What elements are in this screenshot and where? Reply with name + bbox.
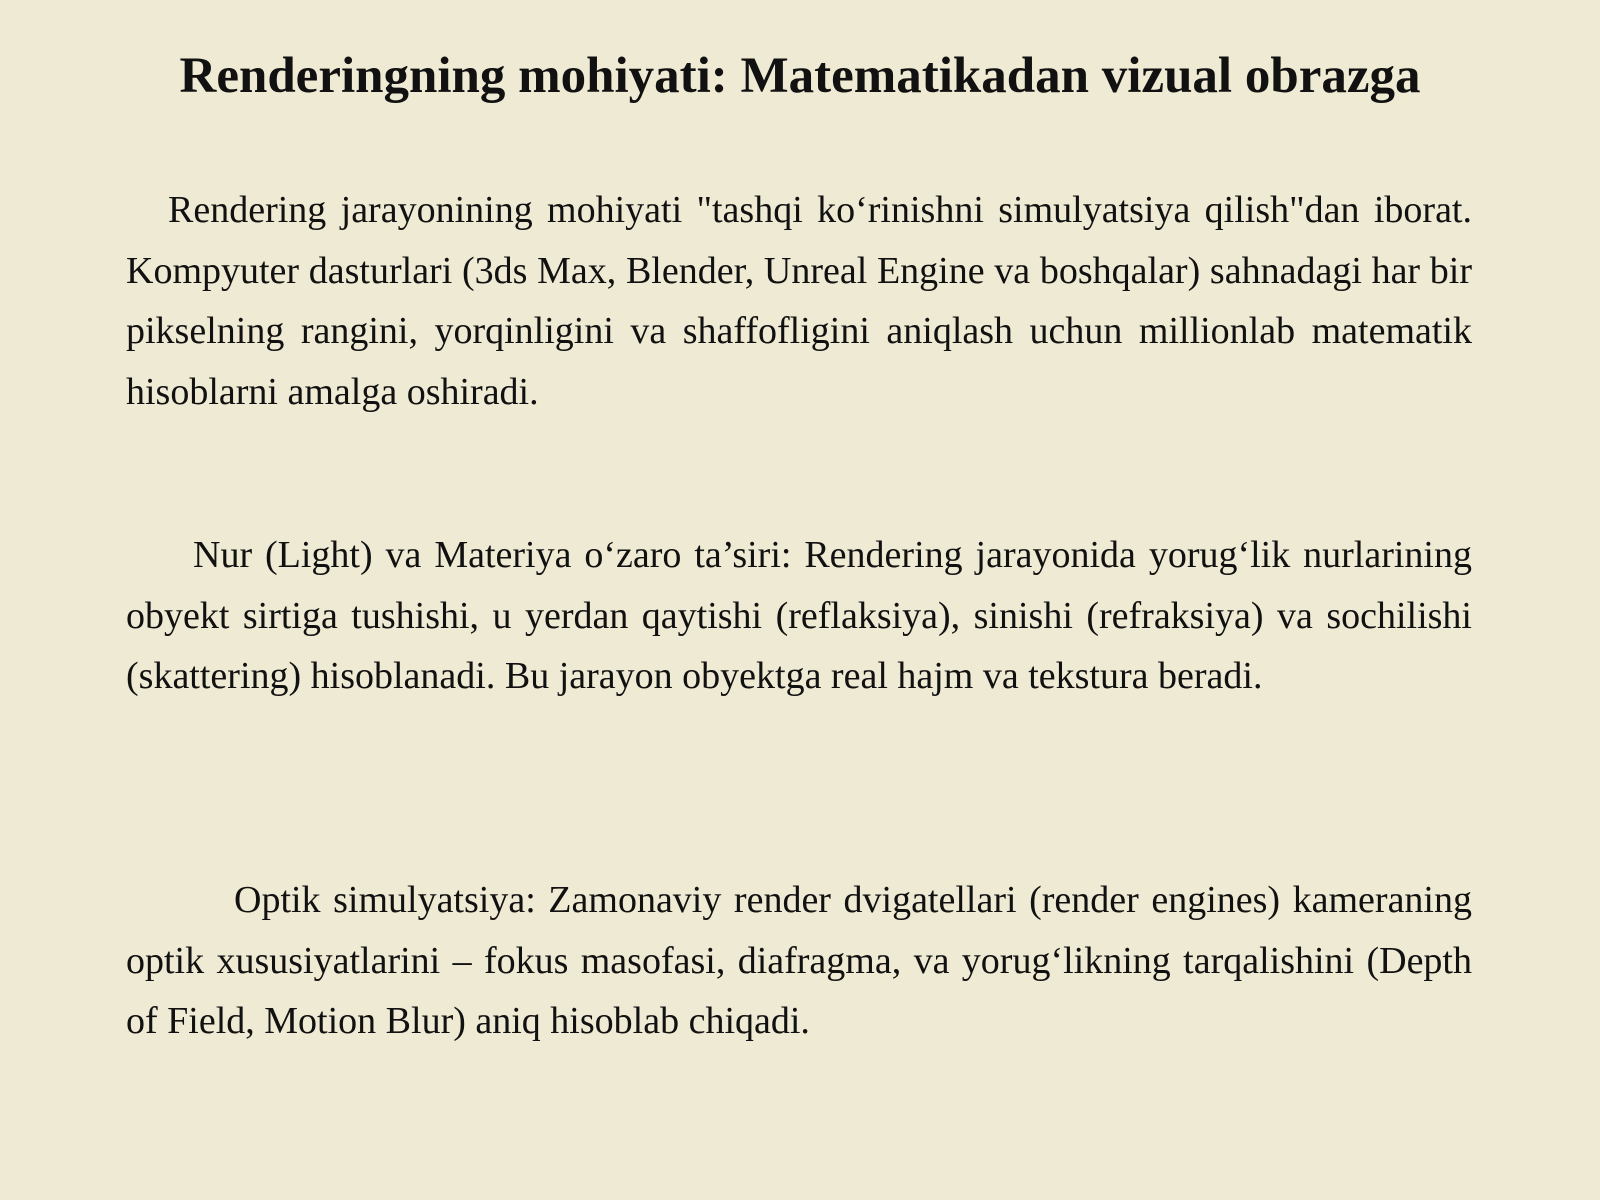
paragraph-rendering-essence: Rendering jarayonining mohiyati "tashqi ko‘rinishni simulyatsiya qilish"dan iborat. Kompyuter dasturlari (3ds Max, Blender, Unreal Engine va boshqalar) sahnadagi har bir pikselning rangini, yorqinligini va shaffofligini aniqlash uchun millionlab matematik hisoblarni amalga oshiradi. [126, 189, 1472, 413]
paragraph-light-matter: Nur (Light) va Materiya o‘zaro ta’siri: Rendering jarayonida yorug‘lik nurlarining obyekt sirtiga tushishi, u yerdan qaytishi (reflaksiya), sinishi (refraksiya) va sochilishi (skattering) hisoblanadi. Bu jarayon obyektga real hajm va tekstura beradi. [126, 534, 1472, 697]
slide-title: Renderingning mohiyati: Matematikadan vizual obrazga [179, 48, 1421, 104]
paragraph-optical-simulation: Optik simulyatsiya: Zamonaviy render dvigatellari (render engines) kameraning optik xususiyatlarini – fokus masofasi, diafragma, va yorug‘likning tarqalishini (Depth of Field, Motion Blur) aniq hisoblab chiqadi. [126, 879, 1472, 1042]
